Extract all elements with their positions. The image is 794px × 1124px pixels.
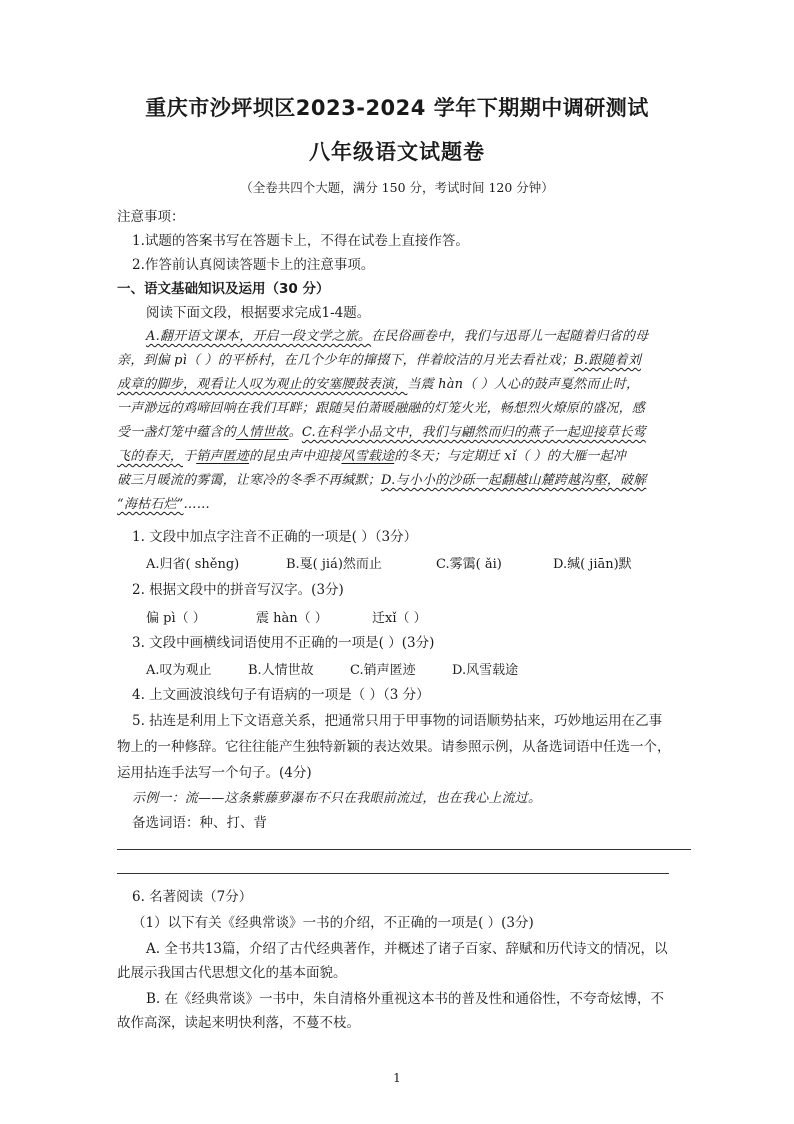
page-number: 1: [393, 1071, 401, 1085]
underlined-term: 风雪载途: [341, 449, 395, 464]
question-6-heading: 6. 名著阅读（7分）: [132, 889, 253, 905]
underlined-term: 销声匿迹: [196, 449, 250, 464]
underlined-term: 人情世故: [235, 425, 289, 440]
question-5-line-3: 运用拈连手法写一个句子。(4分): [117, 765, 312, 781]
passage-line-8: “海枯石烂”……: [117, 497, 210, 512]
wavy-sentence-b: B.跟随着刘: [574, 353, 642, 368]
q3-option-a: A.叹为观止: [146, 663, 212, 678]
notice-item-2: 2.作答前认真阅读答题卡上的注意事项。: [132, 257, 375, 273]
answer-line-2[interactable]: [117, 873, 669, 874]
q3-option-c: C.销声匿迹: [350, 663, 416, 678]
q6-option-b-line-2: 故作高深，读起来明快利落，不蔓不枝。: [117, 1015, 360, 1031]
passage-line-3: 成章的脚步，观看让人叹为观止的安塞腰鼓表演，当震 hàn（ ）人心的鼓声戛然而止时，: [117, 377, 640, 392]
q6-option-a-line-2: 此展示我国古代思想文化的基本面貌。: [117, 965, 347, 981]
question-2: 2. 根据文段中的拼音写汉字。(3分): [132, 582, 344, 598]
wavy-sentence-a: A.翻开语文课本，开启一段文学之旅。: [146, 329, 372, 344]
q5-choices: 备选词语：种、打、背: [132, 815, 267, 831]
wavy-sentence-d: D.与小小的沙砾一起翻越山麓跨越沟壑，破解: [381, 473, 647, 488]
passage-line-4: 一声渺远的鸡啼回响在我们耳畔；跟随吴伯萧暖融融的灯笼火光，畅想烈火燎原的盛况，感: [117, 401, 646, 416]
exam-title: 重庆市沙坪坝区2023-2024 学年下期期中调研测试: [145, 96, 649, 120]
section-heading: 一、语文基础知识及运用（30 分）: [117, 281, 330, 297]
q6-option-a-line-1: A. 全书共13篇，介绍了古代经典著作，并概述了诸子百家、辞赋和历代诗文的情况，以: [146, 941, 668, 957]
q3-option-b: B.人情世故: [248, 663, 314, 678]
question-5-line-2: 物上的一种修辞。它往往能产生独特新颖的表达效果。请参照示例，从备选词语中任选一个，: [117, 739, 671, 755]
answer-line-1[interactable]: [117, 849, 691, 850]
question-1: 1. 文段中加点字注音不正确的一项是( ）（3分）: [132, 529, 418, 545]
q2-blank-3: 迁xǐ（ ）: [372, 611, 427, 626]
question-3: 3. 文段中画横线词语使用不正确的一项是( ）(3分): [132, 635, 435, 651]
passage-line-1: A.翻开语文课本，开启一段文学之旅。在民俗画卷中，我们与迅哥儿一起随着归省的母: [146, 329, 649, 344]
passage-intro: 阅读下面文段，根据要求完成1-4题。: [146, 305, 371, 321]
question-4: 4. 上文画波浪线句子有语病的一项是（ ）（3 分）: [132, 687, 430, 703]
passage-line-5: 受一盏灯笼中蕴含的人情世故。C.在科学小品文中，我们与翩然而归的燕子一起迎接草长莺: [117, 425, 646, 440]
q6-option-b-line-1: B. 在《经典常谈》一书中，朱自清格外重视这本书的普及性和通俗性，不夸奇炫博，不: [146, 991, 665, 1007]
q2-blank-1: 偏 pì（ ）: [146, 611, 206, 626]
passage-line-6: 飞的春天，于销声匿迹的昆虫声中迎接风雪载途的冬天；与定期迁 xǐ（ ）的大雁一起冲: [117, 449, 627, 464]
q1-option-c: C.雾霭( ǎi): [436, 557, 502, 572]
wavy-sentence-c: C.在科学小品文中，我们与翩然而归的燕子一起迎接草长莺: [301, 425, 646, 440]
q5-example: 示例一：流——这条紫藤萝瀑布不只在我眼前流过，也在我心上流过。: [132, 791, 542, 806]
q1-option-d: D.缄( jiān)默: [553, 557, 632, 572]
exam-note: （全卷共四个大题，满分 150 分，考试时间 120 分钟）: [240, 180, 554, 195]
notice-heading: 注意事项：: [117, 209, 185, 225]
q3-option-d: D.风雪载途: [452, 663, 519, 678]
question-5-line-1: 5. 拈连是利用上下文语意关系，把通常只用于甲事物的词语顺势拈来，巧妙地运用在乙事: [132, 713, 663, 729]
passage-line-7: 破三月暖流的雾霭，让寒冷的冬季不再缄默；D.与小小的沙砾一起翻越山麓跨越沟壑，破解: [117, 473, 647, 488]
exam-subtitle: 八年级语文试题卷: [309, 140, 485, 164]
q1-option-b: B.戛( jiá)然而止: [286, 557, 382, 572]
q2-blank-2: 震 hàn（ ）: [256, 611, 328, 626]
passage-line-2: 亲，到偏 pì（ ）的平桥村，在几个少年的撺掇下，伴着皎洁的月光去看社戏；B.跟随着刘: [117, 353, 642, 368]
q1-option-a: A.归省( shěng): [146, 557, 240, 572]
question-6-sub-1: （1）以下有关《经典常谈》一书的介绍，不正确的一项是( ）(3分): [132, 915, 534, 931]
notice-item-1: 1.试题的答案书写在答题卡上，不得在试卷上直接作答。: [132, 233, 469, 249]
